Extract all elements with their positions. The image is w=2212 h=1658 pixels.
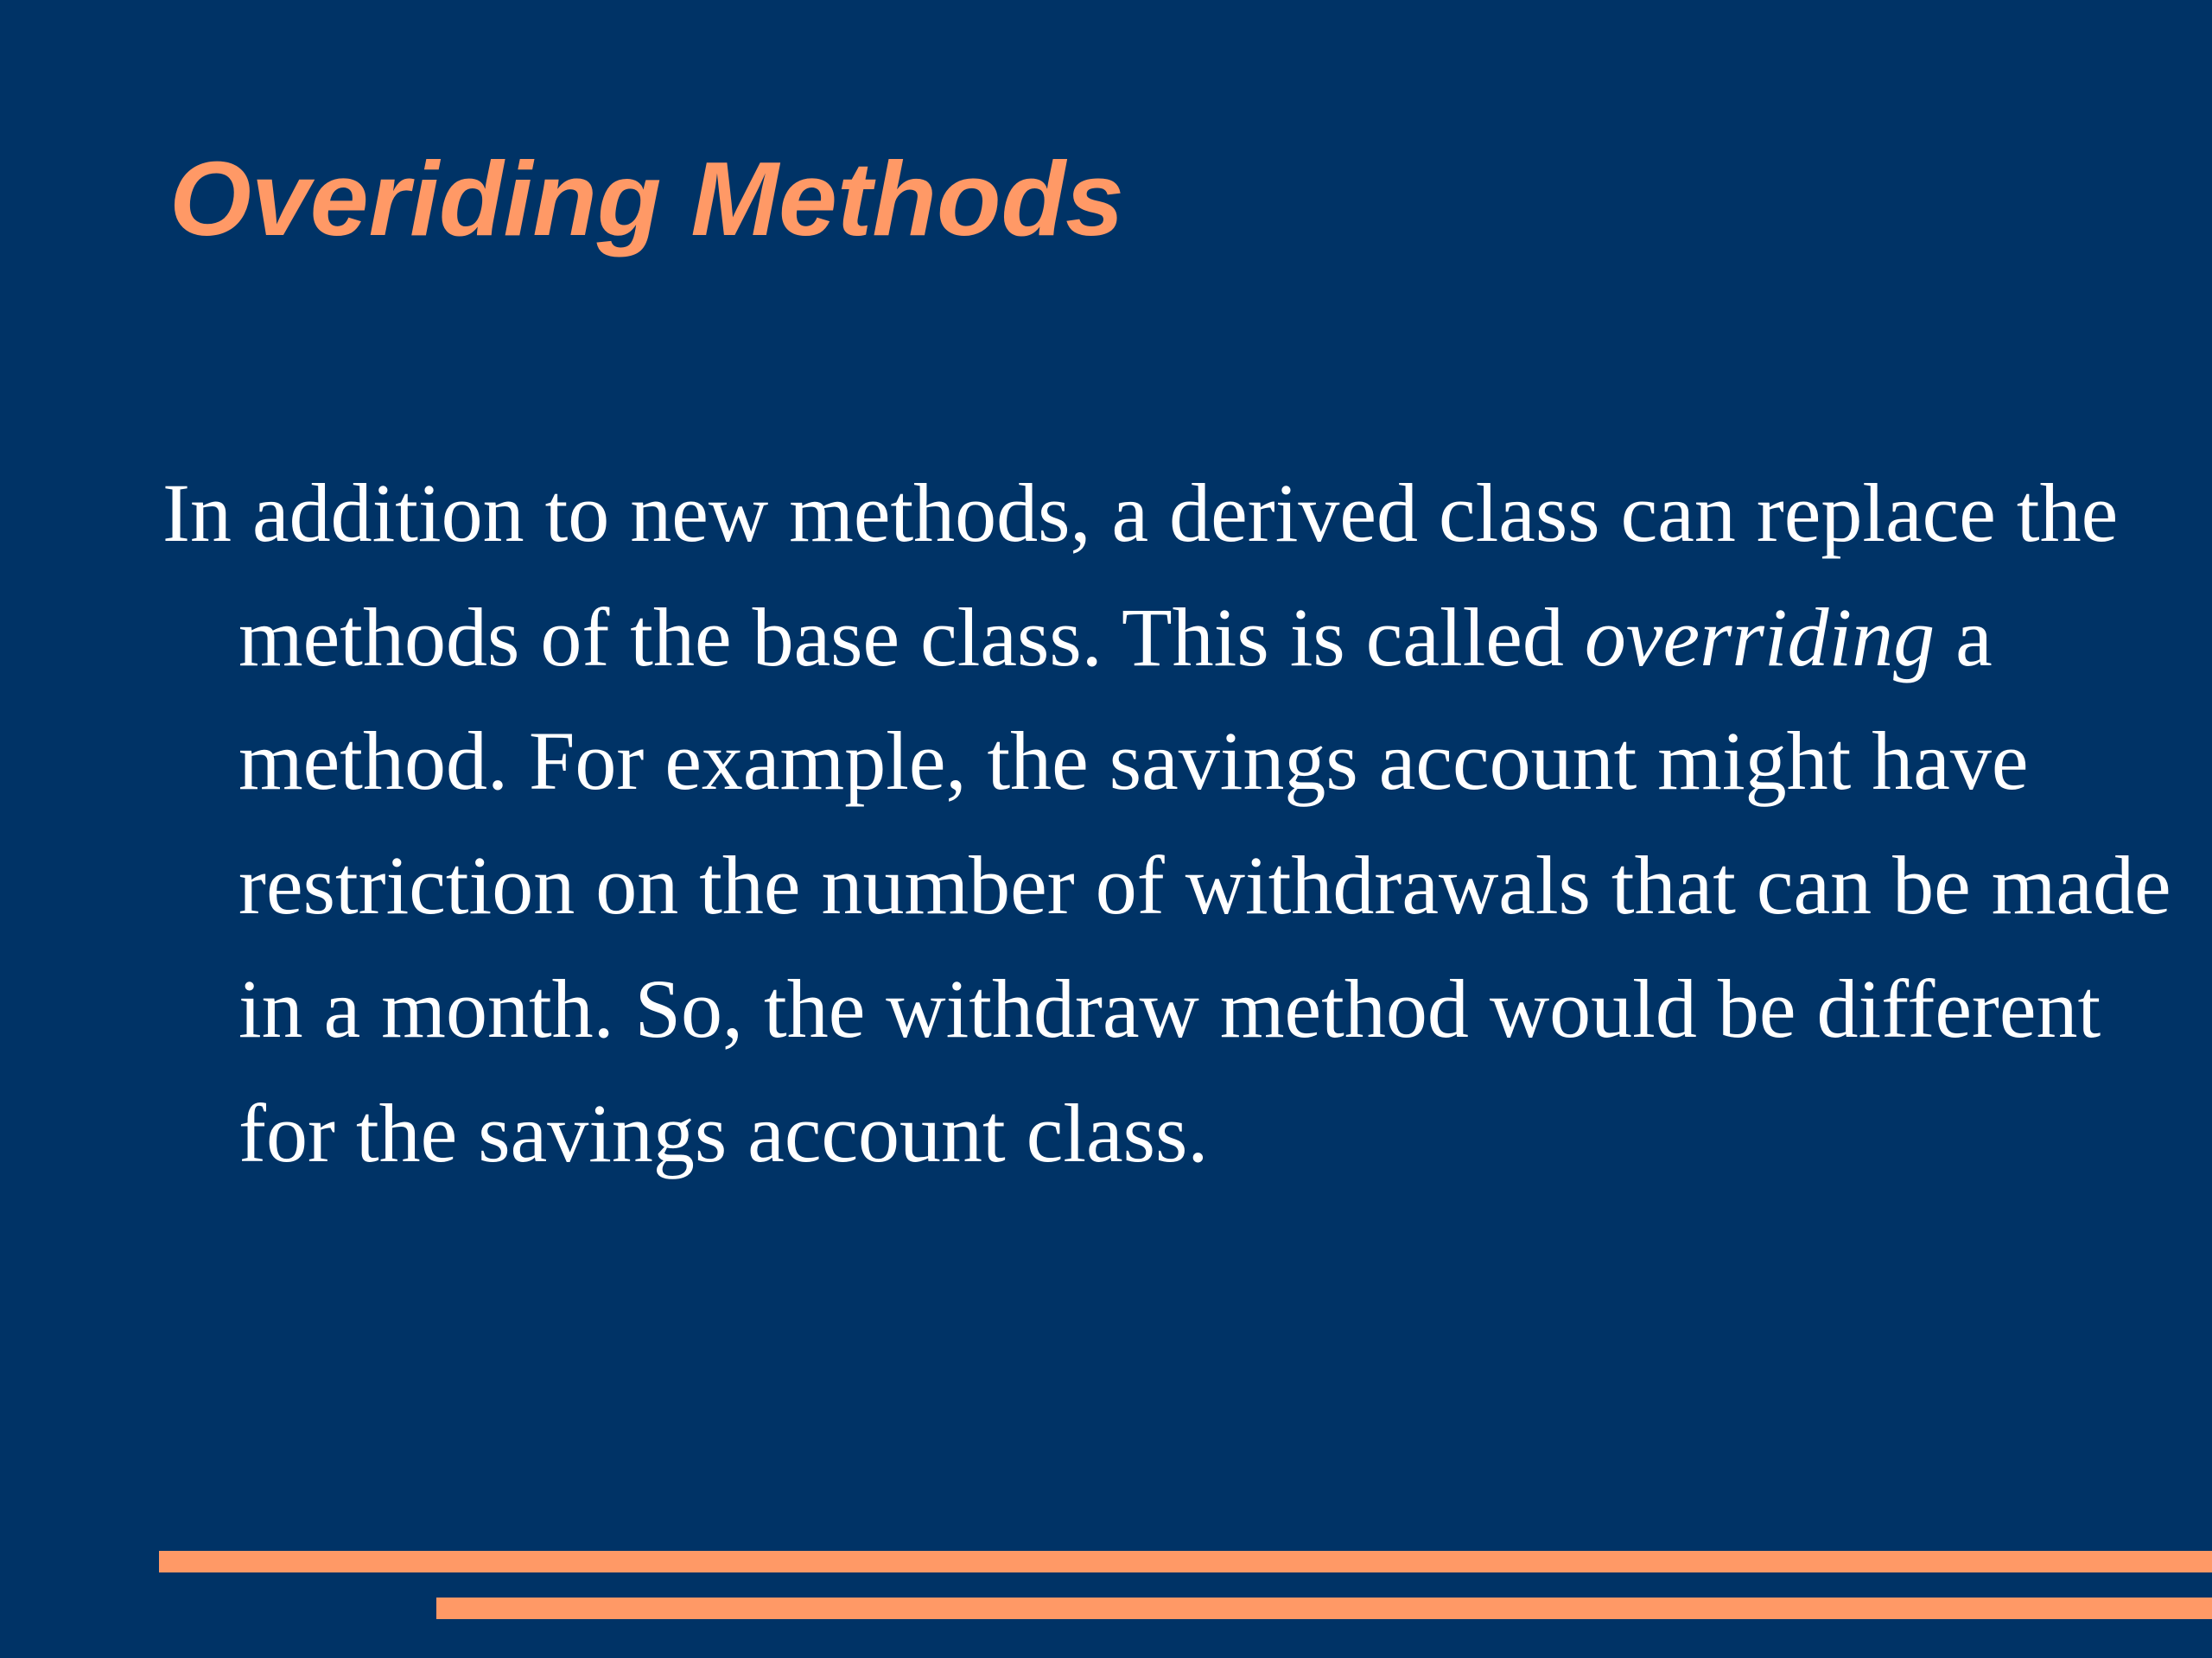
footer-rule-upper — [159, 1551, 2212, 1572]
body-term-overriding: overriding — [1584, 590, 1936, 683]
slide-body-text — [162, 451, 2191, 1195]
body-text-after-term: a method. For example, the savings account might have restriction on the number of withdrawals that can be made in a month. So, the withdraw method would be different for the savings account class. — [238, 590, 2171, 1179]
footer-rule-lower — [436, 1598, 2212, 1619]
slide-title: Overiding Methods — [169, 140, 1124, 257]
body-text-before-term: In addition to new methods, a derived class can replace the methods of the base class. This is called — [162, 467, 2119, 683]
